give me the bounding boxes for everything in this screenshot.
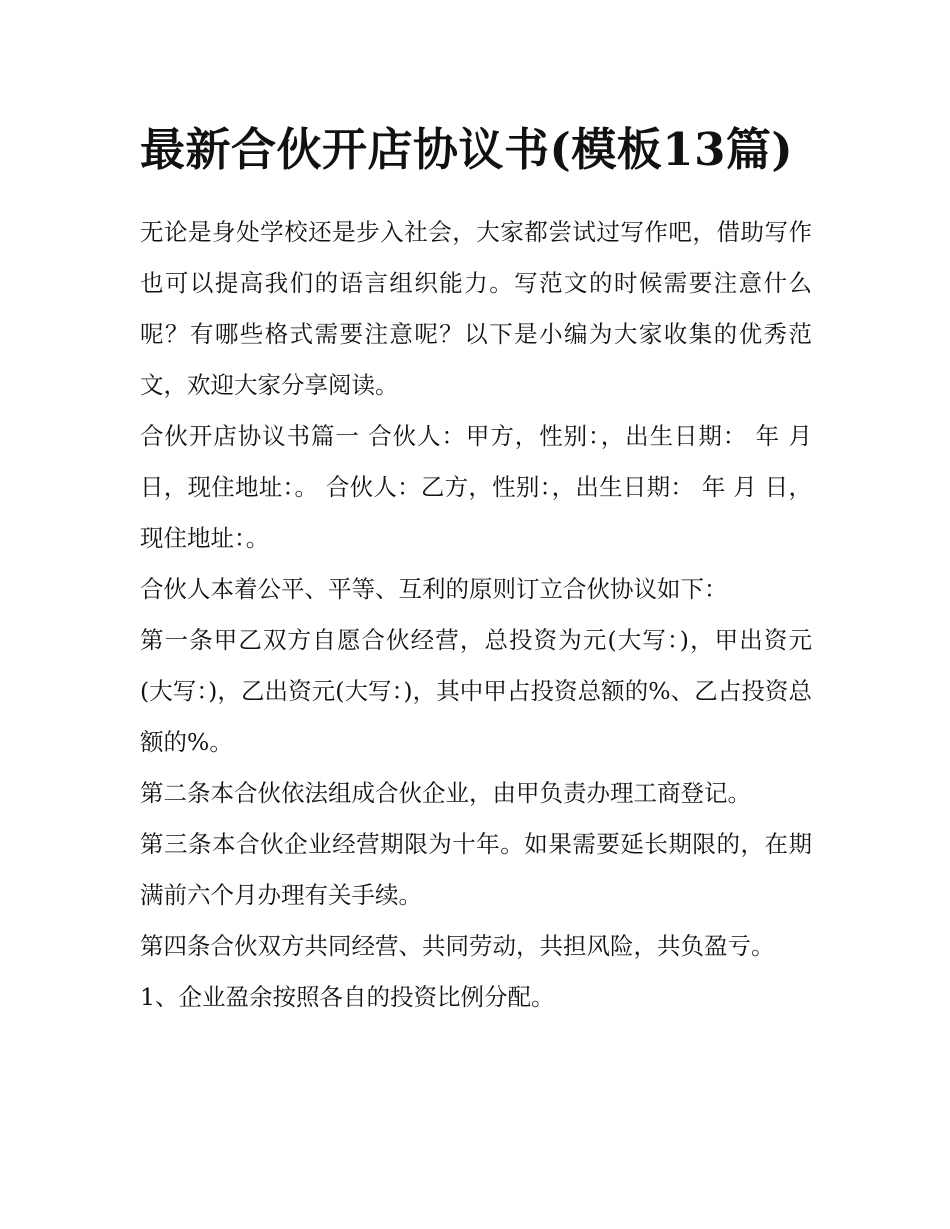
document-body (140, 112, 812, 1023)
paragraph-item-1: 1、企业盈余按照各自的投资比例分配。 (140, 983, 555, 1011)
paragraph-intro: 无论是身处学校还是步入社会，大家都尝试过写作吧，借助写作也可以提高我们的语言组织能力。写范文的时候需要注意什么呢？有哪些格式需要注意呢？以下是小编为大家收集的优秀范文，欢迎大家分享阅读。 (140, 218, 812, 399)
document-title: 最新合伙开店协议书(模板13篇) (140, 123, 794, 176)
paragraph-article-1: 第一条甲乙双方自愿合伙经营，总投资为元(大写：)，甲出资元(大写：)，乙出资元(大写：)，其中甲占投资总额的%、乙占投资总额的%。 (140, 626, 812, 756)
paragraph-principle: 合伙人本着公平、平等、互利的原则订立合伙协议如下： (140, 575, 728, 603)
paragraph-article-4: 第四条合伙双方共同经营、共同劳动，共担风险，共负盈亏。 (140, 932, 775, 960)
paragraph-article-2: 第二条本合伙依法组成合伙企业，由甲负责办理工商登记。 (140, 779, 751, 807)
paragraph-partners: 合伙开店协议书篇一 合伙人：甲方，性别：，出生日期： 年 月 日，现住地址：。 合伙人：乙方，性别：，出生日期： 年 月 日，现住地址：。 (140, 422, 812, 552)
paragraph-article-3: 第三条本合伙企业经营期限为十年。如果需要延长期限的，在期满前六个月办理有关手续。 (140, 830, 812, 909)
